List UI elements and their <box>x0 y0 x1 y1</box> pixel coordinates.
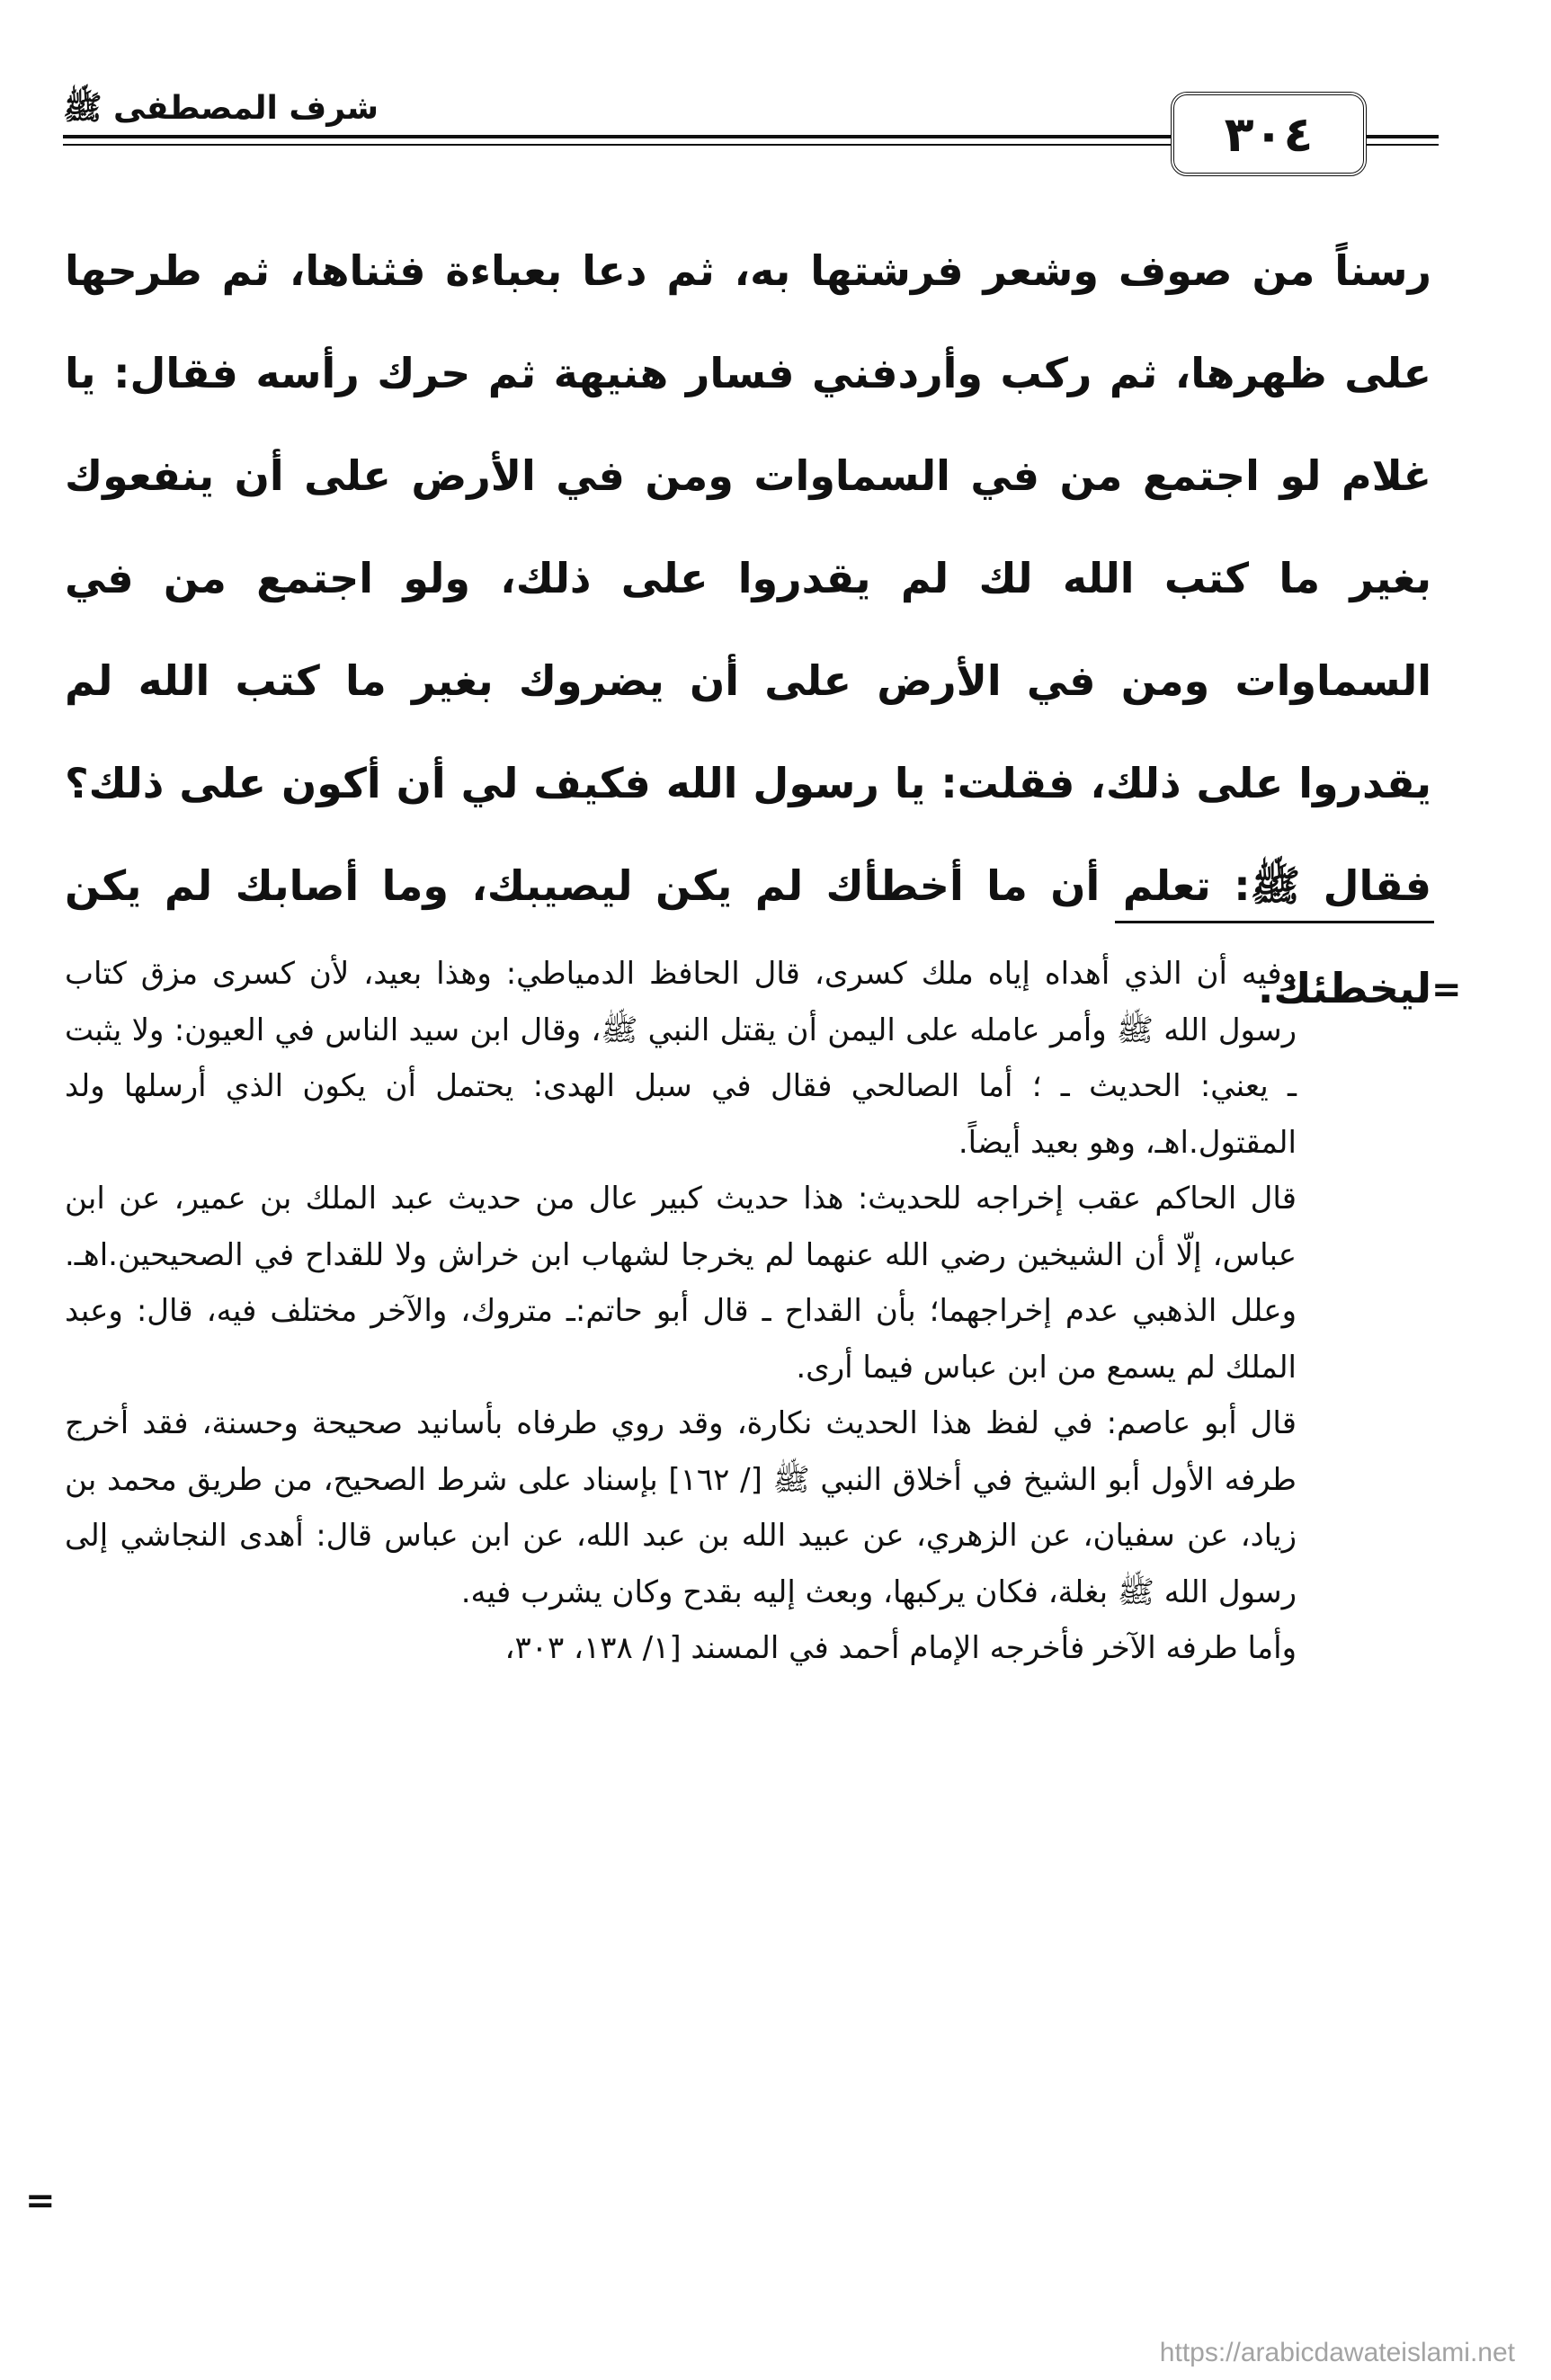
footnote-paragraph: قال أبو عاصم: في لفظ هذا الحديث نكارة، وقد روي طرفاه بأسانيد صحيحة وحسنة، فقد أخرج طرفه الأول أبو الشيخ في أخلاق النبي ﷺ [/ ١٦٢] بإسناد على شرط الصحيح، من طريق محمد بن زياد، عن سفيان، عن الزهري، عن عبيد الله بن عبد الله، عن ابن عباس قال: أهدى النجاشي إلى رسول الله ﷺ بغلة، فكان يركبها، وبعث إليه بقدح وكان يشرب فيه. <box>65 1405 1297 1610</box>
footnote-paragraph: وفيه أن الذي أهداه إياه ملك كسرى، قال الحافظ الدمياطي: وهذا بعيد، لأن كسرى مزق كتاب رسول الله ﷺ وأمر عامله على اليمن أن يقتل النبي ﷺ، وقال ابن سيد الناس في العيون: ولا يثبت ـ يعني: الحديث ـ ؛ أما الصالحي فقال في سبل الهدى: يحتمل أن يكون الذي أرسلها ولد المقتول.اهـ، وهو بعيد أيضاً. <box>65 956 1297 1161</box>
running-title: شرف المصطفى ﷺ <box>63 90 379 127</box>
footnote-separator <box>1115 921 1434 923</box>
page-header <box>63 81 1439 180</box>
continuation-mark-top: = <box>1431 969 1462 1011</box>
footnote-paragraph: وأما طرفه الآخر فأخرجه الإمام أحمد في المسند [١/ ١٣٨، ٣٠٣، <box>504 1630 1297 1666</box>
main-text <box>65 219 1431 1039</box>
continuation-mark-bottom: = <box>25 2180 56 2222</box>
main-paragraph: رسناً من صوف وشعر فرشتها به، ثم دعا بعباءة فثناها، ثم طرحها على ظهرها، ثم ركب وأردفني فسار هنيهة ثم حرك رأسه فقال: يا غلام لو اجتمع من في السماوات ومن في الأرض على أن ينفعوك بغير ما كتب الله لك لم يقدروا على ذلك، ولو اجتمع من في السماوات ومن في الأرض على أن يضروك بغير ما كتب الله لم يقدروا على ذلك، فقلت: يا رسول الله فكيف لي أن أكون على ذلك؟ فقال ﷺ: تعلم أن ما أخطأك لم يكن ليصيبك، وما أصابك لم يكن ليخطئك. <box>65 246 1431 1012</box>
page-number: ٣٠٤ <box>1171 92 1367 176</box>
watermark-url: https://arabicdawateislami.net <box>1159 2338 1515 2367</box>
footnote-paragraph: قال الحاكم عقب إخراجه للحديث: هذا حديث كبير عال من حديث عبد الملك بن عمير، عن ابن عباس، إلّا أن الشيخين رضي الله عنهما لم يخرجا لشهاب ابن خراش ولا للقداح في الصحيحين.اهـ. وعلل الذهبي عدم إخراجهما؛ بأن القداح ـ قال أبو حاتم:ـ متروك، والآخر مختلف فيه، قال: وعبد الملك لم يسمع من ابن عباس فيما أرى. <box>65 1181 1297 1386</box>
footnotes <box>65 946 1297 1677</box>
